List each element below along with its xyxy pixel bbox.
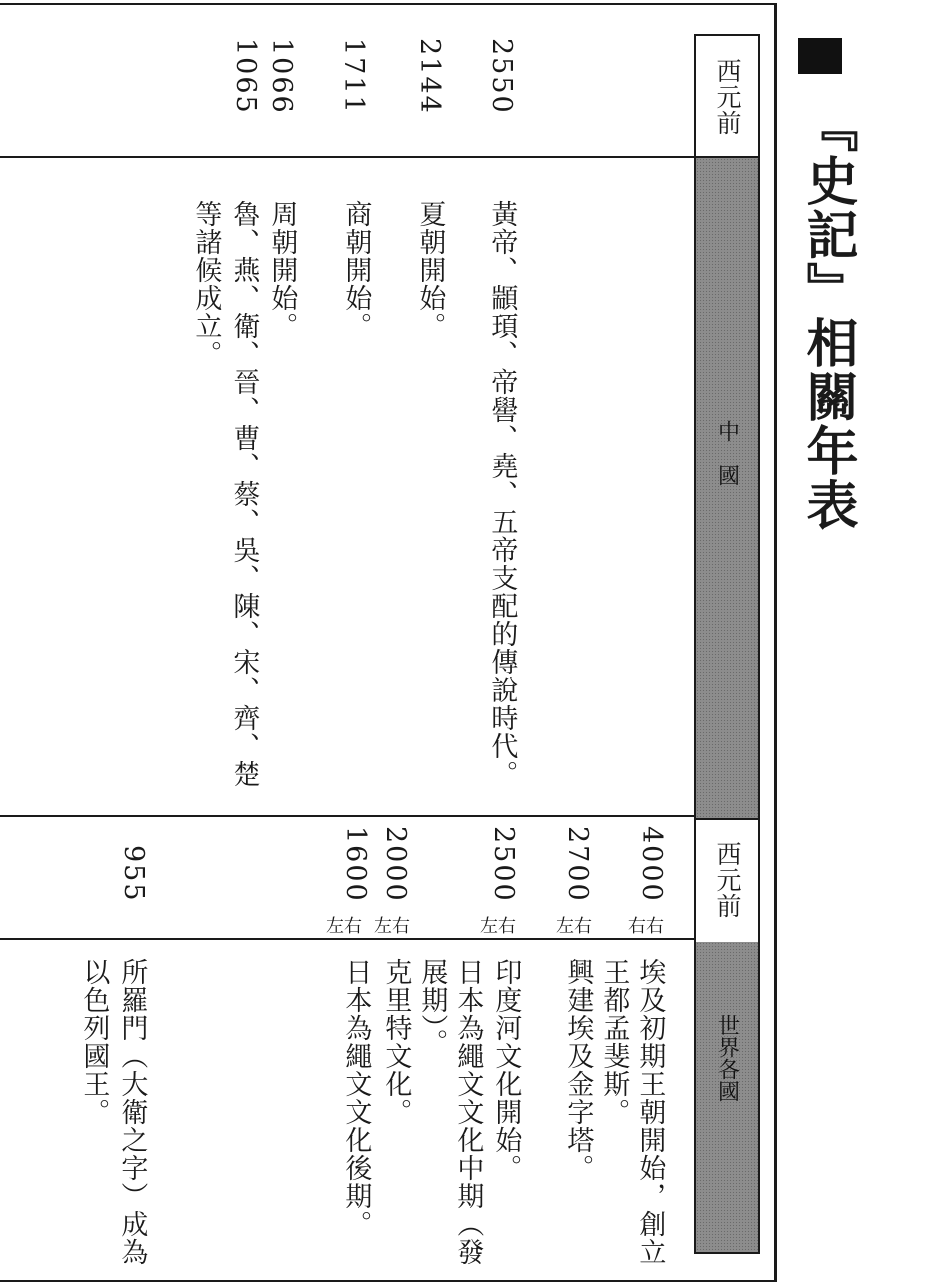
year-cell: 2000	[380, 826, 411, 903]
divider-world-years	[0, 938, 694, 940]
frame-top-border	[0, 3, 776, 5]
region-label-china: 中 國	[714, 420, 740, 486]
era-cell-world	[696, 818, 758, 942]
event-text: 以色列國王。	[78, 958, 110, 1126]
event-text: 展期）。	[416, 958, 448, 1057]
event-text: 日本為繩文文化中期（發	[452, 958, 484, 1266]
year-cell: 955	[118, 845, 149, 903]
event-text: 日本為繩文文化後期。	[340, 958, 372, 1238]
era-label-china: 西元前	[713, 58, 742, 136]
event-text: 黃帝、顓頊、帝嚳、堯、五帝支配的傳說時代。	[486, 200, 518, 788]
year-cell: 2700	[562, 826, 593, 903]
year-cell: 4000	[636, 826, 667, 903]
era-label-world: 西元前	[713, 841, 742, 919]
event-text: 印度河文化開始。	[490, 958, 522, 1182]
event-text: 夏朝開始。	[414, 200, 446, 340]
year-cell: 1711	[338, 38, 369, 115]
era-cell-china	[696, 36, 758, 158]
event-text: 興建埃及金字塔。	[562, 958, 594, 1182]
event-text: 等諸候成立。	[190, 200, 222, 368]
frame-bottom-border	[0, 1280, 776, 1282]
event-text: 所羅門（大衛之字）成為	[116, 958, 148, 1266]
frame-right-border	[774, 3, 777, 1282]
approx-note: 右右	[628, 916, 664, 937]
approx-note: 左右	[374, 916, 410, 937]
page-title: 『史記』相關年表	[797, 100, 857, 532]
region-cell-world	[696, 942, 758, 1252]
approx-note: 左右	[326, 916, 362, 937]
event-text: 商朝開始。	[340, 200, 372, 340]
event-text: 克里特文化。	[380, 958, 412, 1126]
event-text: 魯、燕、衛、晉、曹、蔡、吳、陳、宋、齊、楚	[228, 200, 260, 788]
approx-note: 左右	[480, 916, 516, 937]
divider-china-bottom	[0, 815, 694, 817]
approx-note: 左右	[556, 916, 592, 937]
event-text: 周朝開始。	[266, 200, 298, 340]
region-cell-china	[696, 158, 758, 818]
region-label-world: 世界各國	[714, 1014, 740, 1102]
year-cell: 2550	[486, 38, 517, 115]
event-text: 王都孟斐斯。	[598, 958, 630, 1126]
year-cell: 2144	[414, 38, 445, 115]
year-cell: 1066	[266, 38, 297, 115]
header-column	[694, 34, 760, 1254]
event-text: 埃及初期王朝開始，創立	[634, 958, 666, 1266]
year-cell: 1600	[340, 826, 371, 903]
divider-china-years	[0, 156, 694, 158]
title-marker	[798, 38, 842, 74]
year-cell: 1065	[230, 38, 261, 115]
year-cell: 2500	[488, 826, 519, 903]
